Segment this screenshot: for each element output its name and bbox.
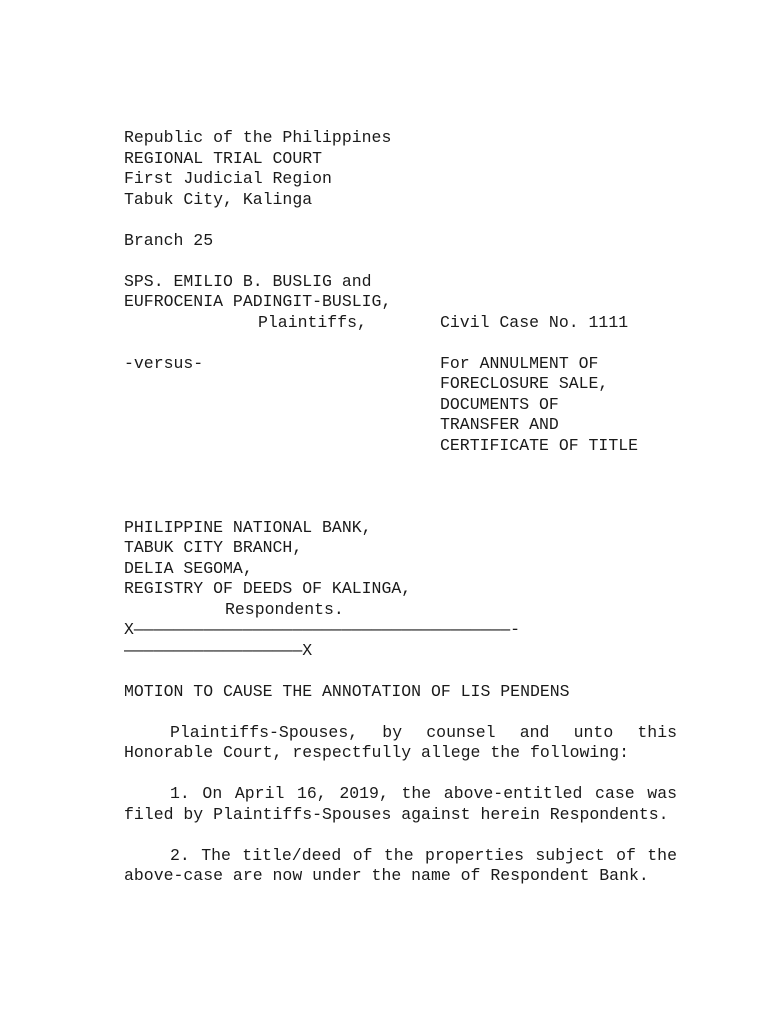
spacer bbox=[124, 702, 677, 723]
respondents-role: Respondents. bbox=[225, 599, 344, 619]
plaintiffs-role: Plaintiffs, bbox=[258, 312, 367, 332]
caption-separator-bottom: ——————————————————X bbox=[124, 640, 313, 660]
spacer bbox=[124, 456, 677, 518]
versus-row bbox=[124, 354, 677, 375]
caption-separator-top: X——————————————————————————————————————- bbox=[124, 620, 521, 639]
spacer bbox=[124, 764, 677, 785]
case-number: Civil Case No. 1111 bbox=[440, 312, 629, 332]
respondent-name: TABUK CITY BRANCH, bbox=[124, 538, 303, 557]
respondent-name: DELIA SEGOMA, bbox=[124, 558, 253, 578]
motion-title: MOTION TO CAUSE THE ANNOTATION OF LIS PENDENS bbox=[124, 681, 570, 701]
court-name: REGIONAL TRIAL COURT bbox=[124, 148, 323, 168]
court-city: Tabuk City, Kalinga bbox=[124, 189, 313, 209]
spacer bbox=[124, 210, 677, 231]
judicial-region: First Judicial Region bbox=[124, 169, 332, 188]
spacer bbox=[124, 825, 677, 846]
country-line: Republic of the Philippines bbox=[124, 128, 392, 147]
intro-paragraph: Plaintiffs-Spouses, by counsel and unto this Honorable Court, respectfully allege the following: bbox=[124, 722, 677, 762]
spacer bbox=[124, 251, 677, 272]
document-body bbox=[124, 128, 677, 887]
case-nature-line: For ANNULMENT OF bbox=[440, 353, 599, 373]
case-nature-line: TRANSFER AND bbox=[440, 415, 559, 434]
plaintiffs-line-1: SPS. EMILIO B. BUSLIG and bbox=[124, 271, 372, 291]
respondent-name: REGISTRY OF DEEDS OF KALINGA, bbox=[124, 579, 412, 598]
respondents-role-line bbox=[124, 600, 677, 621]
case-nature-line: CERTIFICATE OF TITLE bbox=[440, 435, 639, 455]
plaintiffs-role-cell bbox=[124, 313, 440, 334]
plaintiffs-role-row bbox=[124, 313, 677, 334]
spacer bbox=[124, 333, 677, 354]
spacer bbox=[124, 661, 677, 682]
case-nature-line: FORECLOSURE SALE, bbox=[440, 374, 609, 393]
case-nature-line: DOCUMENTS OF bbox=[440, 394, 559, 414]
allegation-item: 1. On April 16, 2019, the above-entitled case was filed by Plaintiffs-Spouses against herein Respondents. bbox=[124, 784, 677, 824]
allegation-item: 2. The title/deed of the properties subject of the above-case are now under the name of Respondent Bank. bbox=[124, 845, 677, 885]
respondent-name: PHILIPPINE NATIONAL BANK, bbox=[124, 517, 372, 537]
versus-label: -versus- bbox=[124, 353, 204, 373]
branch-line: Branch 25 bbox=[124, 230, 214, 250]
plaintiffs-line-2: EUFROCENIA PADINGIT-BUSLIG, bbox=[124, 292, 392, 311]
